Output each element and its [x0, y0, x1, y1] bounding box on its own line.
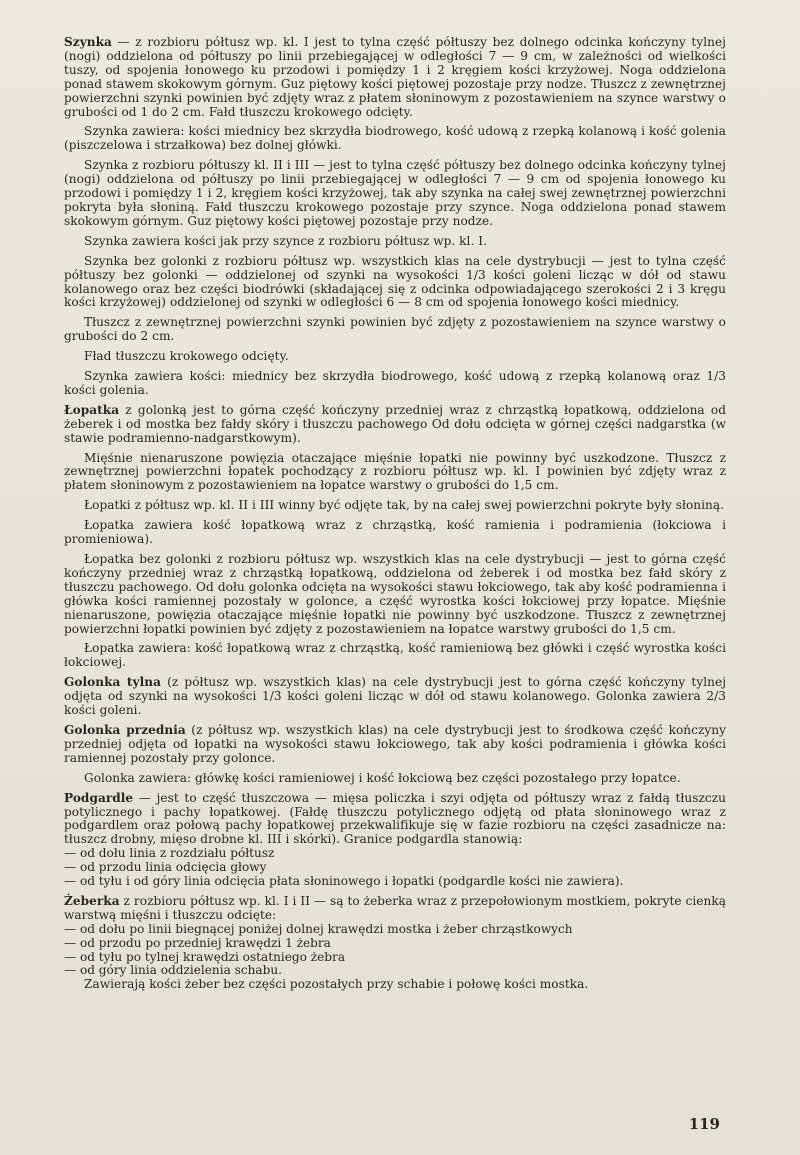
paragraph-text: Tłuszcz z zewnętrznej powierzchni szynki powinien być zdjęty z pozostawieniem na szynce warstwy o grubości do 2 cm.	[64, 315, 726, 344]
zeberka-text: z rozbioru półtusz wp. kl. I i II — są to żeberka wraz z przepołowionym mostkiem, pokryte cienką warstwą mięśni i tłuszczu odcięte:	[64, 893, 726, 922]
paragraph-text: (z półtusz wp. wszystkich klas) na cele dystrybucji jest to górna część kończyny tylnej odjęta od szynki na wysokości 1/3 kości goleni licząc w dół od stawu kolanowego. Golonka zawiera 2/3 kości goleni.	[64, 675, 726, 718]
paragraph-text: Łopatki z półtusz wp. kl. II i III winny być odjęte tak, by na całej swej powierzchni pokryte były słoniną.	[84, 498, 725, 513]
list-item: — od tyłu i od góry linia odcięcia płata słoninowego i łopatki (podgardle kości nie zawiera).	[64, 874, 624, 889]
paragraph	[64, 36, 726, 119]
paragraph	[64, 159, 726, 229]
podgardle-boundaries-list	[64, 847, 726, 889]
list-item: — od dołu po linii biegnącej poniżej dolnej krawędzi mostka i żeber chrząstkowych	[64, 921, 573, 936]
paragraph-heading: Podgardle	[64, 790, 134, 805]
paragraph	[64, 235, 726, 249]
paragraph	[64, 772, 726, 786]
paragraph	[64, 404, 726, 446]
paragraph-text: Szynka bez golonki z rozbioru półtusz wp. wszystkich klas na cele dystrybucji — jest to tylna część półtuszy bez golonki — oddzielonej od szynki na wysokości 1/3 kości goleni licząc w dół od stawu kolanowego oraz bez części biodrówki (składającej się z odcinka odpowiadającego szerokości 2 i 3 kręgu kości krzyżowej) oddzielonej od szynki w odległości 6 — 8 cm od spojenia łonowego kości miednicy.	[64, 253, 726, 310]
paragraph	[64, 553, 726, 636]
paragraph	[64, 519, 726, 547]
paragraph-text: Fład tłuszczu krokowego odcięty.	[84, 349, 289, 364]
page-number: 119	[688, 1115, 720, 1133]
paragraph	[64, 370, 726, 398]
paragraph-heading: Łopatka	[64, 402, 120, 417]
paragraph-text: Szynka zawiera: kości miednicy bez skrzydła biodrowego, kość udową z rzepką kolanową i kość golenia (piszczelowa i strzałkowa) bez dolnej główki.	[64, 124, 726, 153]
paragraph-text: (z półtusz wp. wszystkich klas) na cele dystrybucji jest to środkowa część kończyny przedniej odjęta od łopatki na wysokości stawu łokciowego, tak aby kości podramienia i główka kości ramiennej pozostały przy golonce.	[64, 722, 726, 765]
paragraph-text: Golonka zawiera: główkę kości ramieniowej i kość łokciową bez części pozostałego przy łopatce.	[84, 770, 681, 785]
list-item: — od dołu linia z rozdziału półtusz	[64, 846, 275, 861]
paragraph-text: — jest to część tłuszczowa — mięsa policzka i szyi odjęta od półtuszy wraz z fałdą tłuszczu potylicznego i pachy łopatkowej. (Fałdę tłuszczu potylicznego odjętą od płata słoninowego wraz z podgardlem oraz połową pachy łopatkowej przekwalifikuje się w fazie rozbioru na części zasadnicze na: tłuszcz drobny, mięso drobne kl. III i skórki). Granice podgardla stanowią:	[64, 790, 726, 847]
paragraph	[64, 724, 726, 766]
paragraph	[64, 499, 726, 513]
paragraph	[64, 676, 726, 718]
paragraph-text: Szynka zawiera kości: miednicy bez skrzydła biodrowego, kość udową z rzepką kolanową oraz 1/3 kości golenia.	[64, 369, 726, 397]
list-item: — od góry linia oddzielenia schabu.	[64, 963, 282, 978]
paragraph	[64, 125, 726, 153]
zeberka-heading: Żeberka	[64, 893, 120, 908]
paragraph-text: z golonką jest to górna część kończyny przedniej wraz z chrząstką łopatkową, oddzielona od żeberek i od mostka bez fałdy skóry i tłuszczu pachowego Od dołu odcięta w górnej części nadgarstka (w stawie podramienno-nadgarstkowym).	[64, 402, 726, 445]
paragraph-text: Szynka z rozbioru półtuszy kl. II i III — jest to tylna część półtuszy bez dolnego odcinka kończyny tylnej (nogi) oddzielona od półtuszy po linii przebiegającej w odległości 7 — 9 cm od spojenia łonowego ku przodowi i pomiędzy 1 i 2, kręgiem kości krzyżowej, tak aby szynka na całej swej zewnętrznej powierzchni pokryta była słoniną. Fałd tłuszczu krokowego pozostaje przy szynce. Noga oddzielona ponad stawem skokowym górnym. Guz piętowy kości piętowej pozostaje przy nodze.	[64, 158, 726, 228]
paragraph-text: Łopatka zawiera: kość łopatkową wraz z chrząstką, kość ramieniową bez główki i część wyrostka kości łokciowej.	[64, 641, 726, 670]
zeberka-cut-list	[64, 923, 726, 979]
list-item: — od tyłu po tylnej krawędzi ostatniego żebra	[64, 949, 346, 964]
paragraph-text: Łopatka zawiera kość łopatkową wraz z chrząstką, kość ramienia i podramienia (łokciowa i promieniowa).	[64, 518, 726, 547]
paragraph-text: Szynka zawiera kości jak przy szynce z rozbioru półtusz wp. kl. I.	[84, 233, 487, 248]
paragraph	[64, 452, 726, 494]
paragraph	[64, 642, 726, 670]
zeberka-closing: Zawierają kości żeber bez części pozostałych przy schabie i połowę kości mostka.	[84, 977, 589, 992]
paragraph-heading: Golonka tylna	[64, 675, 161, 690]
paragraph-text: — z rozbioru półtusz wp. kl. I jest to tylna część półtuszy bez dolnego odcinka kończyny tylnej (nogi) oddzielona od półtuszy po linii przebiegającej w odległości 7 — 9 cm, w zależności od wielkości tuszy, od spojenia łonowego ku przodowi i pomiędzy 1 i 2 kręgiem kości krzyżowej. Noga oddzielona ponad stawem skokowym górnym. Guz piętowy kości piętowej pozostaje przy nodze. Tłuszcz z zewnętrznej powierzchni szynki powinien być zdjęty wraz z płatem słoninowym z pozostawieniem na szynce warstwy o grubości od 1 do 2 cm. Fałd tłuszczu krokowego odcięty.	[64, 35, 726, 119]
zeberka-paragraph	[64, 895, 726, 923]
list-item: — od przodu po przedniej krawędzi 1 żebra	[64, 935, 331, 950]
paragraph-heading: Golonka przednia	[64, 722, 186, 737]
paragraph-text: Mięśnie nienaruszone powięzia otaczające mięśnie łopatki nie powinny być uszkodzone. Tłuszcz z zewnętrznej powierzchni łopatek pochodzący z rozbioru półtusz wp. kl. I powinien być zdjęty wraz z płatem słoninowym z pozostawieniem na łopatce warstwy o grubości do 1,5 cm.	[64, 450, 726, 493]
list-item: — od przodu linia odcięcia głowy	[64, 860, 267, 875]
paragraph-heading: Szynka	[64, 35, 112, 49]
paragraph	[64, 350, 726, 364]
paragraphs-container	[64, 36, 726, 847]
paragraph	[64, 316, 726, 344]
paragraph-text: Łopatka bez golonki z rozbioru półtusz wp. wszystkich klas na cele dystrybucji — jest to górna część kończyny przedniej wraz z chrząstką łopatkową, oddzielona od żeberek i od mostka bez fałd skóry z tłuszczu pachowego. Od dołu golonka odcięta na wysokości stawu łokciowego, tak aby kość podramienna i główka kości ramiennej pozostały w golonce, a część wyrostka kości łokciowej przy łopatce. Mięśnie nienaruszone, powięzia otaczające mięśnie łopatki nie powinny być uszkodzone. Tłuszcz z zewnętrznej powierzchni łopatki powinien być zdjęty z pozostawieniem na łopatce warstwy grubości do 1,5 cm.	[64, 552, 726, 636]
paragraph	[64, 255, 726, 311]
paragraph	[64, 792, 726, 848]
